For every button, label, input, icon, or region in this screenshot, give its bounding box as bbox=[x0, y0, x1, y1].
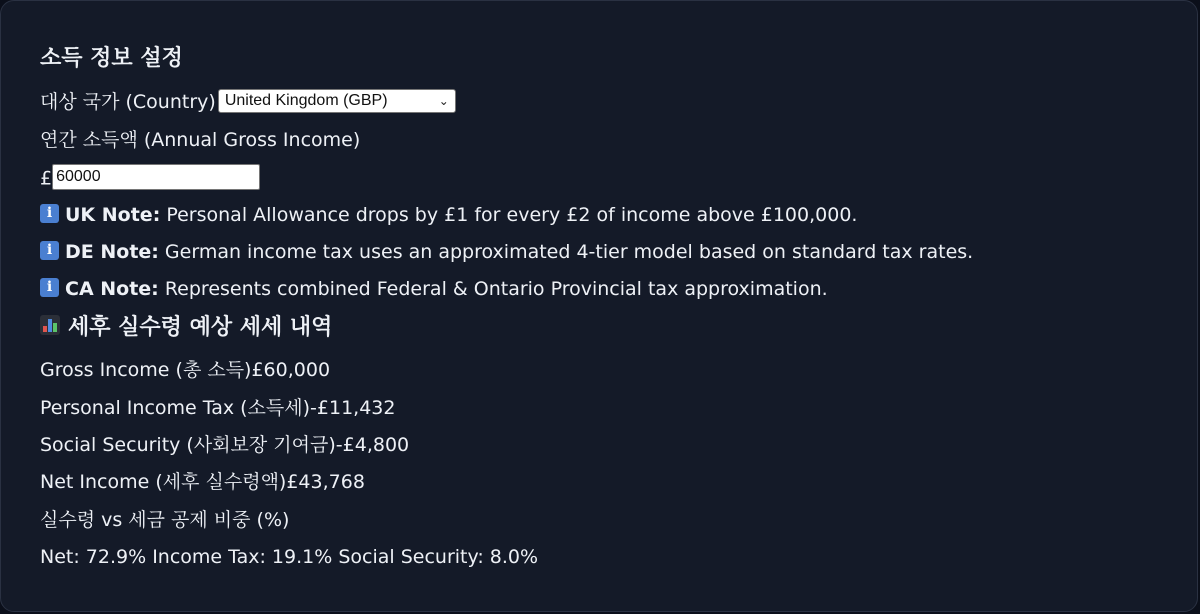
note-label: UK Note: bbox=[65, 204, 161, 226]
row-label: Social Security (사회보장 기여금) bbox=[40, 434, 336, 456]
country-select[interactable] bbox=[218, 89, 456, 113]
note-text: Personal Allowance drops by £1 for every £2 of income above £100,000. bbox=[160, 204, 858, 226]
country-label: 대상 국가 (Country) bbox=[40, 91, 216, 113]
note-ca bbox=[40, 277, 828, 301]
bar-chart-icon bbox=[40, 315, 60, 335]
income-label: 연간 소득액 (Annual Gross Income) bbox=[40, 129, 361, 151]
currency-symbol: £ bbox=[40, 167, 53, 190]
row-gross bbox=[40, 358, 330, 382]
ratio-title: 실수령 vs 세금 공제 비중 (%) bbox=[40, 509, 290, 531]
row-value: £43,768 bbox=[286, 471, 365, 493]
breakdown-title-row bbox=[40, 316, 332, 340]
note-text: German income tax uses an approximated 4-tier model based on standard tax rates. bbox=[158, 241, 974, 263]
row-label: Gross Income (총 소득) bbox=[40, 359, 252, 381]
income-row bbox=[40, 166, 260, 192]
settings-title: 소득 정보 설정 bbox=[40, 46, 183, 71]
breakdown-title: 세후 실수령 예상 세세 내역 bbox=[68, 315, 333, 340]
row-value: -£11,432 bbox=[310, 397, 396, 419]
country-row bbox=[40, 90, 456, 115]
note-de bbox=[40, 240, 973, 264]
info-icon: i bbox=[40, 241, 59, 260]
info-icon: i bbox=[40, 204, 59, 223]
note-text: Represents combined Federal & Ontario Provincial tax approximation. bbox=[158, 278, 828, 300]
row-label: Personal Income Tax (소득세) bbox=[40, 397, 311, 419]
ratio-text: Net: 72.9% Income Tax: 19.1% Social Security: 8.0% bbox=[40, 546, 539, 568]
note-uk bbox=[40, 203, 857, 227]
note-label: CA Note: bbox=[65, 278, 159, 300]
income-input[interactable]: 60000 bbox=[52, 164, 260, 190]
row-income-tax bbox=[40, 396, 395, 420]
note-label: DE Note: bbox=[65, 241, 159, 263]
row-social-security bbox=[40, 433, 409, 457]
chevron-down-icon: ⌄ bbox=[438, 93, 449, 108]
row-label: Net Income (세후 실수령액) bbox=[40, 471, 287, 493]
row-value: -£4,800 bbox=[335, 434, 410, 456]
info-icon: i bbox=[40, 278, 59, 297]
row-value: £60,000 bbox=[251, 359, 331, 381]
country-select-value: United Kingdom (GBP) bbox=[224, 91, 388, 109]
row-net-income bbox=[40, 470, 365, 494]
